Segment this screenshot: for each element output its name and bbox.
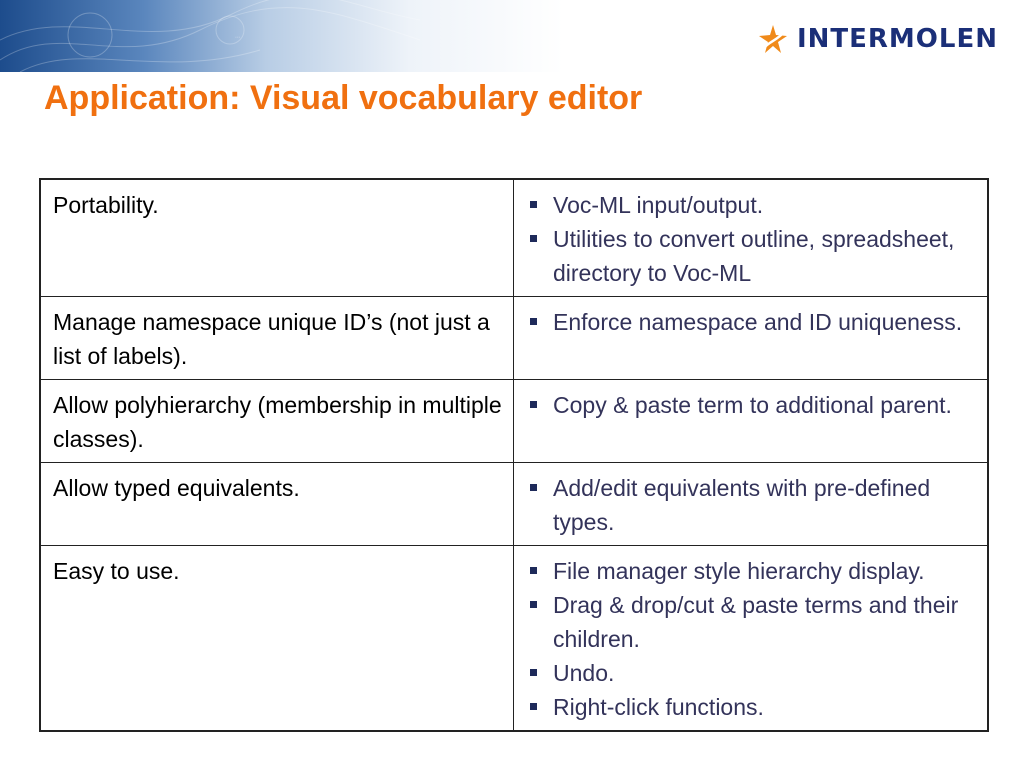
square-bullet-icon xyxy=(530,318,537,325)
square-bullet-icon xyxy=(530,601,537,608)
feature-list xyxy=(526,188,977,290)
slide-title: Application: Visual vocabulary editor xyxy=(44,79,643,117)
list-item xyxy=(526,588,977,656)
feature-list xyxy=(526,471,977,539)
table-row xyxy=(40,297,988,380)
square-bullet-icon xyxy=(530,201,537,208)
table-row xyxy=(40,546,988,732)
list-item xyxy=(526,305,977,339)
feature-cell xyxy=(514,179,989,297)
list-item xyxy=(526,690,977,724)
feature-cell xyxy=(514,463,989,546)
feature-text: File manager style hierarchy display. xyxy=(553,558,925,584)
feature-text: Right-click functions. xyxy=(553,694,764,720)
list-item xyxy=(526,554,977,588)
feature-text: Undo. xyxy=(553,660,615,686)
table-row xyxy=(40,463,988,546)
requirement-cell: Manage namespace unique ID’s (not just a list of labels). xyxy=(40,297,514,380)
square-bullet-icon xyxy=(530,703,537,710)
table-row xyxy=(40,380,988,463)
star-swirl-icon xyxy=(757,23,789,55)
square-bullet-icon xyxy=(530,567,537,574)
feature-list xyxy=(526,554,977,724)
requirement-cell: Easy to use. xyxy=(40,546,514,732)
feature-list xyxy=(526,305,977,339)
feature-text: Utilities to convert outline, spreadsheet, directory to Voc-ML xyxy=(553,226,955,286)
feature-text: Voc-ML input/output. xyxy=(553,192,764,218)
square-bullet-icon xyxy=(530,235,537,242)
requirement-cell: Allow polyhierarchy (membership in multiple classes). xyxy=(40,380,514,463)
feature-cell xyxy=(514,546,989,732)
list-item xyxy=(526,388,977,422)
feature-list xyxy=(526,388,977,422)
feature-text: Enforce namespace and ID uniqueness. xyxy=(553,309,963,335)
banner-artwork xyxy=(0,0,420,72)
feature-cell xyxy=(514,297,989,380)
svg-text:…: … xyxy=(235,31,241,41)
requirement-cell: Allow typed equivalents. xyxy=(40,463,514,546)
table-row xyxy=(40,179,988,297)
feature-text: Drag & drop/cut & paste terms and their children. xyxy=(553,592,959,652)
list-item xyxy=(526,222,977,290)
square-bullet-icon xyxy=(530,669,537,676)
list-item xyxy=(526,471,977,539)
list-item xyxy=(526,656,977,690)
list-item xyxy=(526,188,977,222)
company-logo xyxy=(757,22,998,56)
square-bullet-icon xyxy=(530,484,537,491)
requirement-cell: Portability. xyxy=(40,179,514,297)
feature-text: Add/edit equivalents with pre-defined types. xyxy=(553,475,931,535)
square-bullet-icon xyxy=(530,401,537,408)
logo-text: INTERMOLEN xyxy=(796,24,998,54)
feature-cell xyxy=(514,380,989,463)
top-banner xyxy=(0,0,1024,72)
requirements-table xyxy=(39,178,989,732)
feature-text: Copy & paste term to additional parent. xyxy=(553,392,952,418)
